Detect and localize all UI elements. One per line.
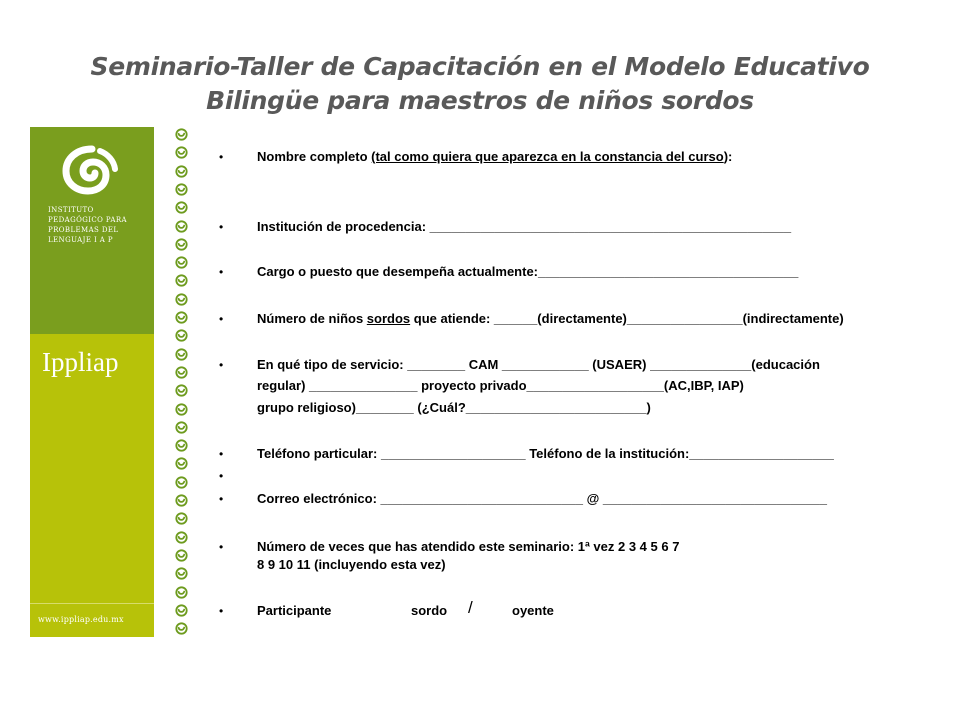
swirl-bullet-icon	[175, 366, 188, 379]
swirl-bullet-icon	[175, 329, 188, 342]
bullet-icon: •	[219, 265, 224, 279]
swirl-bullet-icon	[175, 165, 188, 178]
swirl-bullet-icon	[175, 256, 188, 269]
field-servicio-line-1[interactable]: En qué tipo de servicio: ________ CAM ____________ (USAER) ______________(educación	[257, 357, 820, 372]
field-nombre-note: (tal como quiera que aparezca en la constancia del curso	[371, 149, 724, 164]
field-nombre: Nombre completo (tal como quiera que aparezca en la constancia del curso):	[257, 149, 733, 164]
bullet-icon: •	[219, 150, 224, 164]
spiral-logo-icon	[62, 145, 122, 197]
swirl-bullet-icon	[175, 384, 188, 397]
bullet-icon: •	[219, 447, 224, 461]
swirl-bullet-icon	[175, 622, 188, 635]
field-correo[interactable]: Correo electrónico: ____________________________ @ _______________________________	[257, 491, 827, 506]
swirl-bullet-icon	[175, 457, 188, 470]
bullet-icon: •	[219, 604, 224, 618]
cargo-blank[interactable]: ____________________________________	[538, 264, 799, 279]
option-sordo[interactable]: sordo	[411, 603, 448, 618]
swirl-bullet-icon	[175, 293, 188, 306]
bullet-icon: •	[219, 220, 224, 234]
field-institucion: Institución de procedencia: __________________________________________________	[257, 219, 792, 234]
title-line-2: Bilingüe para maestros de niños sordos	[206, 86, 754, 115]
swirl-bullet-icon	[175, 567, 188, 580]
brand-url: www.ippliap.edu.mx	[38, 615, 124, 624]
bullet-icon: •	[219, 540, 224, 554]
field-cargo: Cargo o puesto que desempeña actualmente:____________________________________	[257, 264, 799, 279]
bullet-icon: •	[219, 492, 224, 506]
brand-divider	[30, 603, 154, 604]
field-servicio-line-2[interactable]: regular) _______________ proyecto privado___________________(AC,IBP, IAP)	[257, 378, 744, 393]
title-line-1: Seminario-Taller de Capacitación en el Modelo Educativo	[90, 52, 870, 81]
brand-name: Ippliap	[42, 347, 119, 377]
swirl-bullet-icon	[175, 201, 188, 214]
swirl-bullet-icon	[175, 238, 188, 251]
swirl-bullet-icon	[175, 274, 188, 287]
brand-institute-name: INSTITUTO PEDAGÓGICO PARA PROBLEMAS DEL LENGUAJE I A P	[48, 206, 127, 244]
swirl-bullet-icon	[175, 183, 188, 196]
swirl-bullet-icon	[175, 586, 188, 599]
option-separator: /	[468, 598, 473, 617]
swirl-bullet-icon	[175, 128, 188, 141]
field-participante: Participante	[257, 603, 332, 618]
swirl-bullet-icon	[175, 421, 188, 434]
field-veces-line-2[interactable]: 8 9 10 11 (incluyendo esta vez)	[257, 557, 446, 572]
option-oyente[interactable]: oyente	[512, 603, 554, 618]
swirl-bullet-icon	[175, 403, 188, 416]
bullet-icon: •	[219, 358, 224, 372]
swirl-bullet-icon	[175, 531, 188, 544]
swirl-bullet-icon	[175, 220, 188, 233]
swirl-bullet-icon	[175, 512, 188, 525]
field-veces-line-1[interactable]: Número de veces que has atendido este seminario: 1ª vez 2 3 4 5 6 7	[257, 539, 680, 554]
swirl-bullet-icon	[175, 439, 188, 452]
swirl-bullet-icon	[175, 549, 188, 562]
page-title	[0, 50, 960, 118]
swirl-bullet-icon	[175, 146, 188, 159]
brand-header-block	[30, 127, 154, 334]
swirl-bullet-icon	[175, 604, 188, 617]
swirl-bullet-icon	[175, 311, 188, 324]
field-telefono[interactable]: Teléfono particular: ____________________ Teléfono de la institución:____________________	[257, 446, 834, 461]
swirl-bullet-icon	[175, 494, 188, 507]
swirl-bullet-icon	[175, 348, 188, 361]
brand-panel	[30, 127, 154, 637]
swirl-bullet-icon	[175, 476, 188, 489]
institucion-blank[interactable]: __________________________________________________	[429, 219, 792, 234]
bullet-icon: •	[219, 312, 224, 326]
bullet-icon: •	[219, 469, 224, 483]
field-ninos: Número de niños sordos que atiende: ______(directamente)________________(indirectamente)	[257, 311, 844, 326]
field-servicio-line-3[interactable]: grupo religioso)________ (¿Cuál?_________________________)	[257, 400, 651, 415]
